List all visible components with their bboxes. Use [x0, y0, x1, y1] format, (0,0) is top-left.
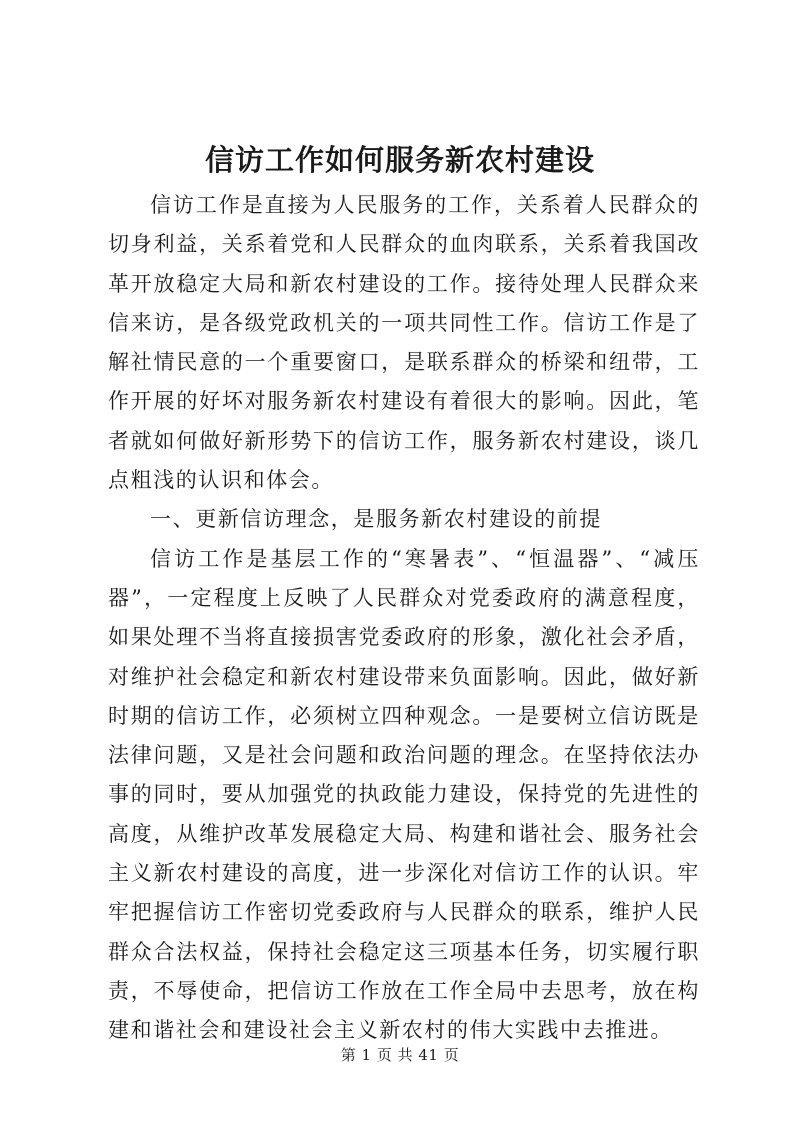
- document-body: [108, 186, 700, 1051]
- document-title: 信访工作如何服务新农村建设: [204, 143, 595, 177]
- paragraph-intro: 信访工作是直接为人民服务的工作，关系着人民群众的切身利益，关系着党和人民群众的血肉联系，关系着我国改革开放稳定大局和新农村建设的工作。接待处理人民群众来信来访，是各级党政机关的一项共同性工作。信访工作是了解社情民意的一个重要窗口，是联系群众的桥梁和纽带，工作开展的好坏对服务新农村建设有着很大的影响。因此，笔者就如何做好新形势下的信访工作，服务新农村建设，谈几点粗浅的认识和体会。: [108, 193, 700, 493]
- paragraph-section-1: 信访工作是基层工作的“寒暑表”、“恒温器”、“减压器”，一定程度上反映了人民群众对党委政府的满意程度，如果处理不当将直接损害党委政府的形象，激化社会矛盾，对维护社会稳定和新农村建设带来负面影响。因此，做好新时期的信访工作，必须树立四种观念。一是要树立信访既是法律问题，又是社会问题和政治问题的理念。在坚持依法办事的同时，要从加强党的执政能力建设，保持党的先进性的高度，从维护改革发展稳定大局、构建和谐社会、服务社会主义新农村建设的高度，进一步深化对信访工作的认识。牢牢把握信访工作密切党委政府与人民群众的联系，维护人民群众合法权益，保持社会稳定这三项基本任务，切实履行职责，不辱使命，把信访工作放在工作全局中去思考，放在构建和谐社会和建设社会主义新农村的伟大实践中去推进。: [108, 546, 700, 1043]
- page-footer: 第 1 页 共 41 页: [340, 1046, 460, 1064]
- section-heading-1: 一、更新信访理念，是服务新农村建设的前提: [150, 507, 602, 532]
